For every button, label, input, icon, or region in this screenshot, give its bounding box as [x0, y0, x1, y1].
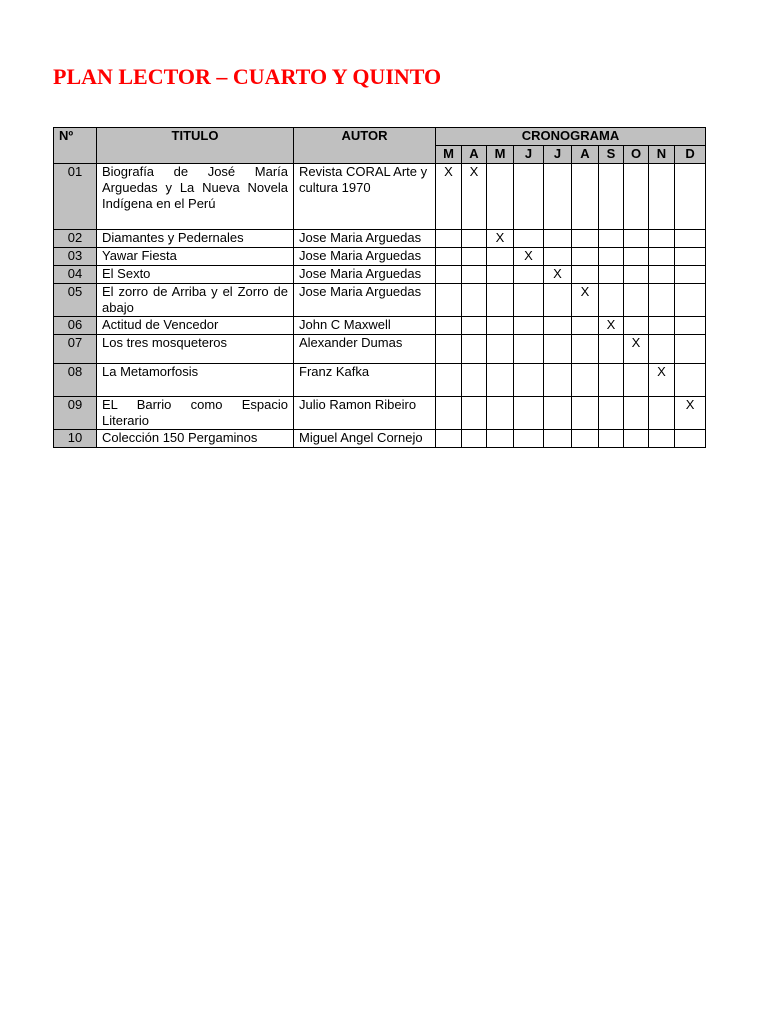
table-row: [54, 430, 706, 448]
schedule-cell: [572, 248, 599, 266]
book-author: Jose Maria Arguedas: [294, 266, 436, 284]
schedule-cell: [514, 430, 544, 448]
book-author: Alexander Dumas: [294, 335, 436, 364]
schedule-cell: [514, 284, 544, 317]
header-cronograma: CRONOGRAMA: [436, 128, 706, 146]
schedule-cell: [462, 317, 487, 335]
schedule-cell: [462, 266, 487, 284]
schedule-cell: [675, 284, 706, 317]
book-title: EL Barrio como Espacio Literario: [97, 397, 294, 430]
book-title: Actitud de Vencedor: [97, 317, 294, 335]
row-number: 06: [54, 317, 97, 335]
schedule-cell: [487, 248, 514, 266]
header-titulo: TITULO: [97, 128, 294, 164]
schedule-cell: [624, 317, 649, 335]
table-body: [54, 164, 706, 448]
month-header: M: [487, 146, 514, 164]
schedule-cell: X: [436, 164, 462, 230]
schedule-cell: [599, 430, 624, 448]
month-header: S: [599, 146, 624, 164]
schedule-cell: [572, 335, 599, 364]
schedule-cell: [599, 230, 624, 248]
row-number: 05: [54, 284, 97, 317]
schedule-cell: [649, 164, 675, 230]
schedule-cell: [487, 430, 514, 448]
schedule-cell: [514, 164, 544, 230]
book-title: Yawar Fiesta: [97, 248, 294, 266]
schedule-cell: [572, 317, 599, 335]
schedule-cell: [462, 430, 487, 448]
book-author: Franz Kafka: [294, 364, 436, 397]
schedule-cell: [675, 164, 706, 230]
schedule-cell: [649, 230, 675, 248]
schedule-cell: [436, 248, 462, 266]
schedule-cell: [624, 164, 649, 230]
header-autor: AUTOR: [294, 128, 436, 164]
month-header: A: [572, 146, 599, 164]
schedule-cell: [675, 230, 706, 248]
row-number: 10: [54, 430, 97, 448]
table-row: [54, 397, 706, 430]
row-number: 02: [54, 230, 97, 248]
schedule-cell: [675, 248, 706, 266]
schedule-cell: [462, 364, 487, 397]
schedule-cell: [544, 230, 572, 248]
reading-plan-table: [53, 127, 706, 448]
book-author: Revista CORAL Arte y cultura 1970: [294, 164, 436, 230]
schedule-cell: [487, 284, 514, 317]
table-row: [54, 164, 706, 230]
schedule-cell: [436, 230, 462, 248]
schedule-cell: [544, 430, 572, 448]
schedule-cell: [462, 397, 487, 430]
schedule-cell: [436, 335, 462, 364]
schedule-cell: [649, 266, 675, 284]
schedule-cell: X: [544, 266, 572, 284]
schedule-cell: [624, 397, 649, 430]
schedule-cell: [675, 335, 706, 364]
book-author: Jose Maria Arguedas: [294, 284, 436, 317]
schedule-cell: [624, 364, 649, 397]
schedule-cell: [572, 266, 599, 284]
header-num: Nº: [54, 128, 97, 164]
schedule-cell: [649, 284, 675, 317]
schedule-cell: X: [649, 364, 675, 397]
book-author: Jose Maria Arguedas: [294, 248, 436, 266]
schedule-cell: X: [599, 317, 624, 335]
schedule-cell: [675, 266, 706, 284]
schedule-cell: X: [462, 164, 487, 230]
schedule-cell: [487, 364, 514, 397]
schedule-cell: [624, 248, 649, 266]
month-header: N: [649, 146, 675, 164]
schedule-cell: [487, 317, 514, 335]
schedule-cell: [487, 266, 514, 284]
book-title: Los tres mosqueteros: [97, 335, 294, 364]
schedule-cell: [649, 430, 675, 448]
table-row: [54, 266, 706, 284]
schedule-cell: [624, 430, 649, 448]
row-number: 09: [54, 397, 97, 430]
book-title: Colección 150 Pergaminos: [97, 430, 294, 448]
schedule-cell: [599, 248, 624, 266]
schedule-cell: [624, 284, 649, 317]
schedule-cell: [599, 284, 624, 317]
schedule-cell: [675, 317, 706, 335]
schedule-cell: [462, 335, 487, 364]
table-row: [54, 317, 706, 335]
schedule-cell: [436, 266, 462, 284]
schedule-cell: [649, 397, 675, 430]
schedule-cell: [514, 397, 544, 430]
schedule-cell: X: [624, 335, 649, 364]
page-title: PLAN LECTOR – CUARTO Y QUINTO: [53, 64, 442, 89]
schedule-cell: [649, 248, 675, 266]
schedule-cell: [544, 248, 572, 266]
schedule-cell: [487, 164, 514, 230]
schedule-cell: [572, 397, 599, 430]
schedule-cell: [599, 335, 624, 364]
book-title: El zorro de Arriba y el Zorro de abajo: [97, 284, 294, 317]
schedule-cell: [624, 230, 649, 248]
schedule-cell: [544, 317, 572, 335]
month-header: A: [462, 146, 487, 164]
book-title: La Metamorfosis: [97, 364, 294, 397]
schedule-cell: [436, 430, 462, 448]
schedule-cell: [462, 230, 487, 248]
schedule-cell: [462, 284, 487, 317]
schedule-cell: [514, 266, 544, 284]
schedule-cell: [599, 397, 624, 430]
schedule-cell: [572, 230, 599, 248]
row-number: 01: [54, 164, 97, 230]
table-row: [54, 230, 706, 248]
schedule-cell: [649, 317, 675, 335]
schedule-cell: [462, 248, 487, 266]
schedule-cell: [675, 364, 706, 397]
schedule-cell: [544, 397, 572, 430]
schedule-cell: [514, 230, 544, 248]
schedule-cell: [487, 397, 514, 430]
schedule-cell: [436, 317, 462, 335]
month-header: D: [675, 146, 706, 164]
table-row: [54, 248, 706, 266]
schedule-cell: [436, 364, 462, 397]
schedule-cell: [544, 164, 572, 230]
book-author: Miguel Angel Cornejo: [294, 430, 436, 448]
book-title: Diamantes y Pedernales: [97, 230, 294, 248]
schedule-cell: [544, 364, 572, 397]
schedule-cell: [624, 266, 649, 284]
row-number: 03: [54, 248, 97, 266]
schedule-cell: [544, 335, 572, 364]
schedule-cell: [599, 164, 624, 230]
month-header: J: [514, 146, 544, 164]
book-author: Julio Ramon Ribeiro: [294, 397, 436, 430]
schedule-cell: [572, 364, 599, 397]
table-row: [54, 364, 706, 397]
schedule-cell: [675, 430, 706, 448]
book-title: Biografía de José María Arguedas y La Nueva Novela Indígena en el Perú: [97, 164, 294, 230]
schedule-cell: [572, 430, 599, 448]
schedule-cell: [649, 335, 675, 364]
schedule-cell: [514, 317, 544, 335]
schedule-cell: X: [487, 230, 514, 248]
schedule-cell: [487, 335, 514, 364]
schedule-cell: X: [572, 284, 599, 317]
month-header: O: [624, 146, 649, 164]
row-number: 04: [54, 266, 97, 284]
schedule-cell: [436, 284, 462, 317]
month-header: J: [544, 146, 572, 164]
book-author: John C Maxwell: [294, 317, 436, 335]
row-number: 07: [54, 335, 97, 364]
schedule-cell: [599, 266, 624, 284]
schedule-cell: [436, 397, 462, 430]
book-title: El Sexto: [97, 266, 294, 284]
book-author: Jose Maria Arguedas: [294, 230, 436, 248]
table-row: [54, 284, 706, 317]
table-row: [54, 335, 706, 364]
schedule-cell: X: [675, 397, 706, 430]
schedule-cell: [514, 364, 544, 397]
row-number: 08: [54, 364, 97, 397]
schedule-cell: X: [514, 248, 544, 266]
schedule-cell: [544, 284, 572, 317]
schedule-cell: [514, 335, 544, 364]
schedule-cell: [599, 364, 624, 397]
month-header: M: [436, 146, 462, 164]
schedule-cell: [572, 164, 599, 230]
